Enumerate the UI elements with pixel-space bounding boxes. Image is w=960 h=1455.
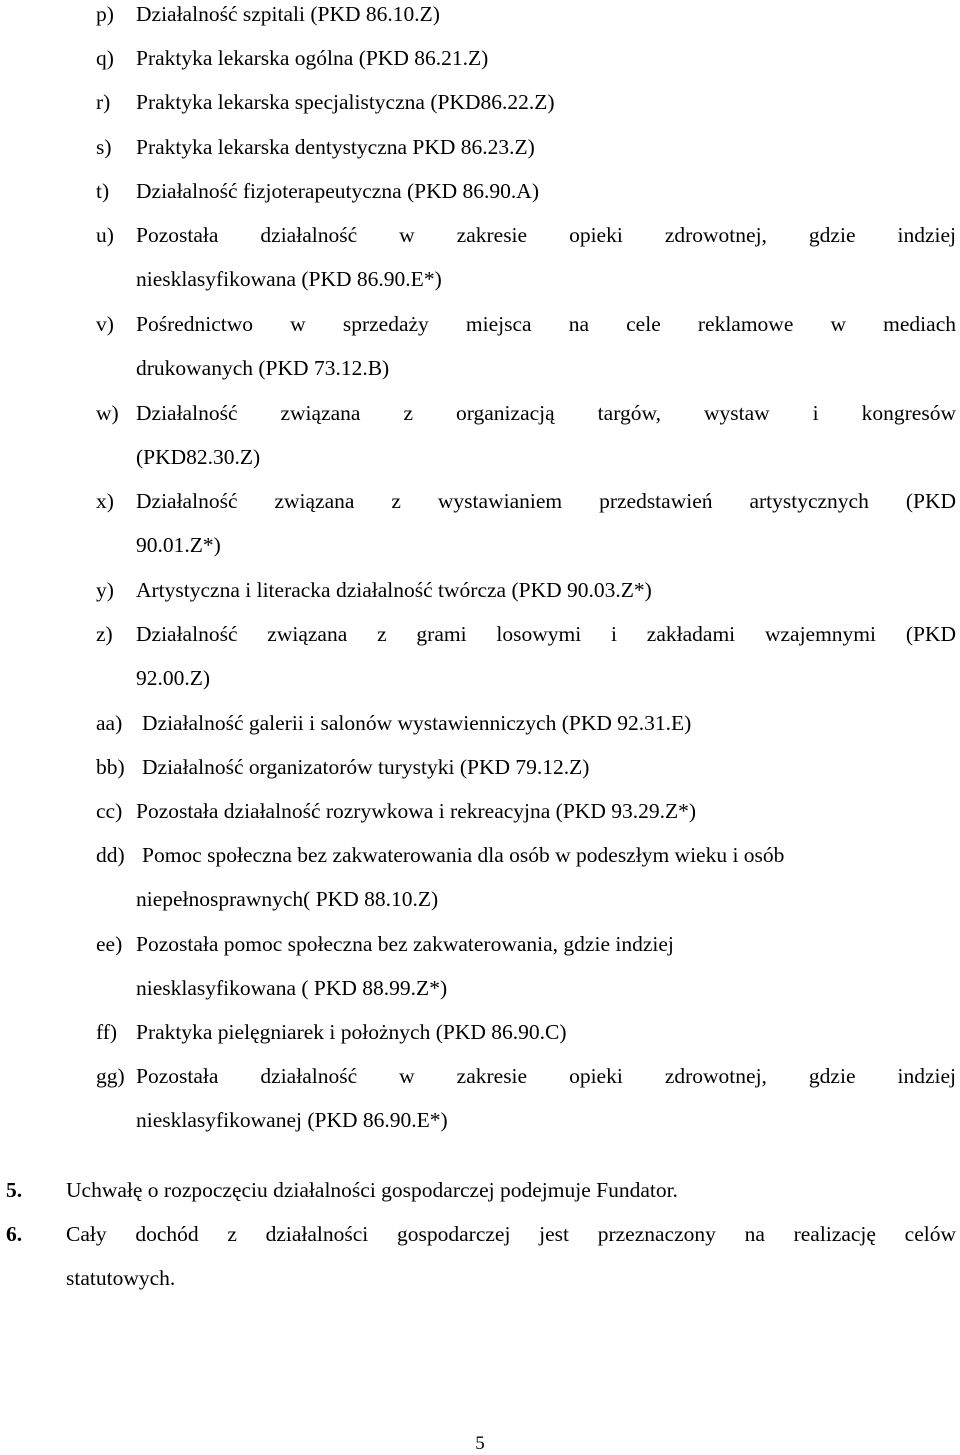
list-text: Pomoc społeczna bez zakwaterowania dla osób w podeszłym wieku i osób	[142, 843, 785, 867]
list-marker: z)	[96, 622, 113, 646]
list-text-continued: drukowanych (PKD 73.12.B)	[136, 356, 390, 380]
list-text: Działalność związana z organizacją targów, wystaw i kongresów	[136, 401, 956, 425]
list-text: Działalność związana z wystawianiem przedstawień artystycznych (PKD	[136, 489, 956, 513]
list-marker: s)	[96, 135, 112, 159]
list-text: Działalność fizjoterapeutyczna (PKD 86.90.A)	[136, 179, 539, 203]
list-text: Praktyka lekarska dentystyczna PKD 86.23.Z)	[136, 135, 535, 159]
list-marker: gg)	[96, 1064, 125, 1088]
list-marker: aa)	[96, 711, 123, 735]
list-text-continued: niesklasyfikowana ( PKD 88.99.Z*)	[136, 976, 448, 1000]
list-text: Pozostała działalność w zakresie opieki zdrowotnej, gdzie indziej	[136, 1064, 956, 1088]
list-marker: t)	[96, 179, 110, 203]
point-number: 6.	[6, 1222, 23, 1246]
list-marker: bb)	[96, 755, 125, 779]
list-marker: v)	[96, 312, 114, 336]
list-marker: y)	[96, 578, 114, 602]
list-marker: dd)	[96, 843, 125, 867]
list-text: Artystyczna i literacka działalność twórcza (PKD 90.03.Z*)	[136, 578, 652, 602]
list-text-continued: niesklasyfikowana (PKD 86.90.E*)	[136, 267, 442, 291]
list-text: Działalność organizatorów turystyki (PKD 79.12.Z)	[142, 755, 590, 779]
list-marker: u)	[96, 223, 114, 247]
list-marker: ff)	[96, 1020, 118, 1044]
list-text: Praktyka pielęgniarek i położnych (PKD 86.90.C)	[136, 1020, 567, 1044]
list-text-continued: niepełnosprawnych( PKD 88.10.Z)	[136, 887, 439, 911]
page-number: 5	[475, 1433, 485, 1454]
list-text: Pozostała pomoc społeczna bez zakwaterowania, gdzie indziej	[136, 932, 674, 956]
list-marker: r)	[96, 90, 111, 114]
list-marker: ee)	[96, 932, 123, 956]
list-text: Pośrednictwo w sprzedaży miejsca na cele reklamowe w mediach	[136, 312, 956, 336]
list-text-continued: (PKD82.30.Z)	[136, 445, 261, 469]
list-marker: cc)	[96, 799, 123, 823]
list-marker: x)	[96, 489, 114, 513]
list-text: Praktyka lekarska specjalistyczna (PKD86.22.Z)	[136, 90, 555, 114]
list-text: Działalność związana z grami losowymi i zakładami wzajemnymi (PKD	[136, 622, 956, 646]
list-marker: w)	[96, 401, 119, 425]
point-text: Uchwałę o rozpoczęciu działalności gospodarczej podejmuje Fundator.	[66, 1178, 678, 1202]
list-text: Pozostała działalność w zakresie opieki zdrowotnej, gdzie indziej	[136, 223, 956, 247]
point-text-continued: statutowych.	[66, 1266, 176, 1290]
list-text: Działalność galerii i salonów wystawienniczych (PKD 92.31.E)	[142, 711, 692, 735]
list-marker: p)	[96, 2, 114, 26]
list-text: Praktyka lekarska ogólna (PKD 86.21.Z)	[136, 46, 489, 70]
point-text: Cały dochód z działalności gospodarczej jest przeznaczony na realizację celów	[66, 1222, 956, 1246]
list-text-continued: 90.01.Z*)	[136, 533, 221, 557]
point-number: 5.	[6, 1178, 23, 1202]
list-text-continued: 92.00.Z)	[136, 666, 211, 690]
list-text: Pozostała działalność rozrywkowa i rekreacyjna (PKD 93.29.Z*)	[136, 799, 697, 823]
list-marker: q)	[96, 46, 114, 70]
list-text: Działalność szpitali (PKD 86.10.Z)	[136, 2, 440, 26]
list-text-continued: niesklasyfikowanej (PKD 86.90.E*)	[136, 1108, 448, 1132]
